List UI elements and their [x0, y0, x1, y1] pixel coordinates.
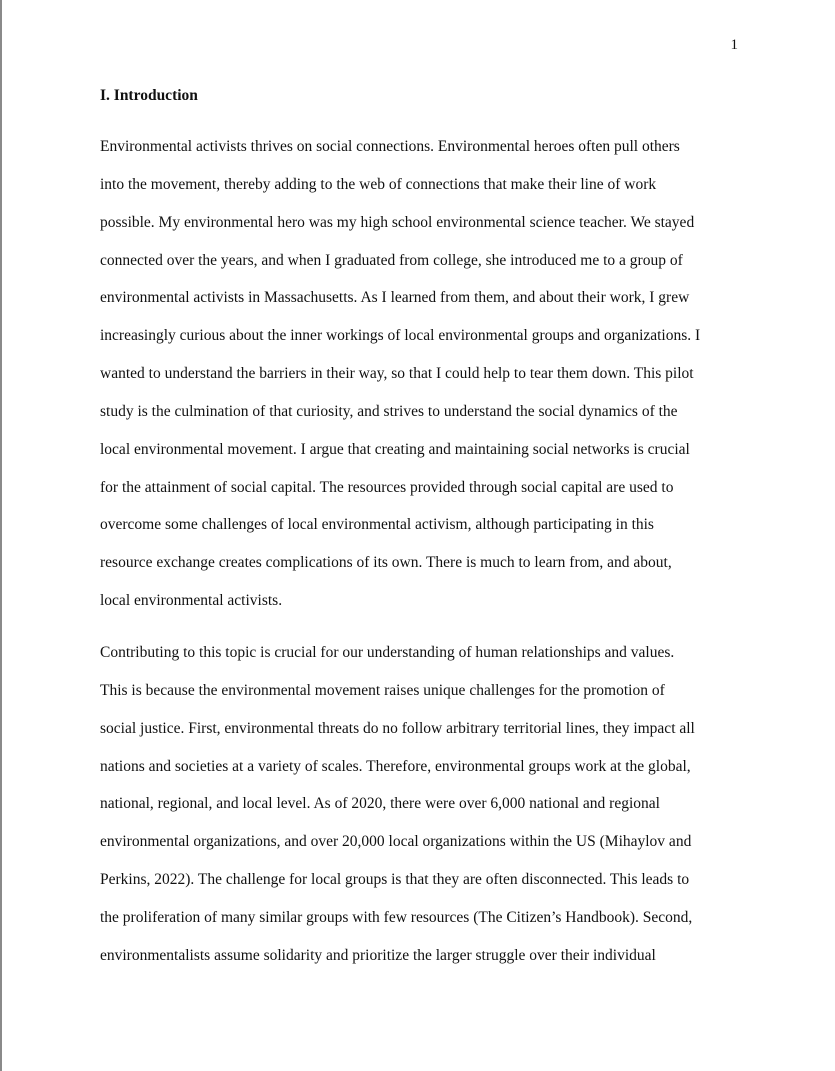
- section-heading: I. Introduction: [100, 87, 198, 104]
- text-line: study is the culmination of that curiosity, and strives to understand the social dynamics of the: [100, 402, 678, 420]
- text-line: connected over the years, and when I graduated from college, she introduced me to a group of: [100, 251, 683, 269]
- text-line: social justice. First, environmental threats do no follow arbitrary territorial lines, they impact all: [100, 719, 695, 737]
- text-line: Environmental activists thrives on social connections. Environmental heroes often pull others: [100, 138, 680, 155]
- page-number: 1: [730, 37, 738, 53]
- text-line: wanted to understand the barriers in their way, so that I could help to tear them down. This pilot: [100, 365, 694, 383]
- text-line: environmental organizations, and over 20,000 local organizations within the US (Mihaylov and: [100, 833, 692, 851]
- text-line: Perkins, 2022). The challenge for local groups is that they are often disconnected. This leads to: [100, 871, 690, 889]
- text-line: into the movement, thereby adding to the web of connections that make their line of work: [100, 175, 657, 193]
- text-line: national, regional, and local level. As of 2020, there were over 6,000 national and regional: [100, 795, 660, 813]
- paragraph-1: [100, 137, 745, 629]
- text-line: environmental activists in Massachusetts. As I learned from them, and about their work, I grew: [100, 289, 690, 307]
- page-left-edge: [0, 0, 2, 1071]
- text-line: the proliferation of many similar groups with few resources (The Citizen’s Handbook). Second,: [100, 908, 693, 926]
- paragraph-2: [100, 643, 745, 984]
- text-line: possible. My environmental hero was my high school environmental science teacher. We stayed: [100, 213, 695, 231]
- text-line: for the attainment of social capital. The resources provided through social capital are used to: [100, 478, 674, 496]
- text-line: overcome some challenges of local environmental activism, although participating in this: [100, 516, 654, 534]
- text-line: Contributing to this topic is crucial for our understanding of human relationships and values.: [100, 644, 675, 661]
- text-line: resource exchange creates complications of its own. There is much to learn from, and about,: [100, 554, 672, 572]
- text-line: increasingly curious about the inner workings of local environmental groups and organizations. I: [100, 327, 701, 345]
- text-line: local environmental movement. I argue that creating and maintaining social networks is crucial: [100, 440, 690, 458]
- text-line: nations and societies at a variety of scales. Therefore, environmental groups work at the global,: [100, 757, 691, 775]
- text-line: environmentalists assume solidarity and prioritize the larger struggle over their individual: [100, 946, 656, 964]
- text-line: local environmental activists.: [100, 592, 283, 610]
- text-line: This is because the environmental movement raises unique challenges for the promotion of: [100, 681, 665, 699]
